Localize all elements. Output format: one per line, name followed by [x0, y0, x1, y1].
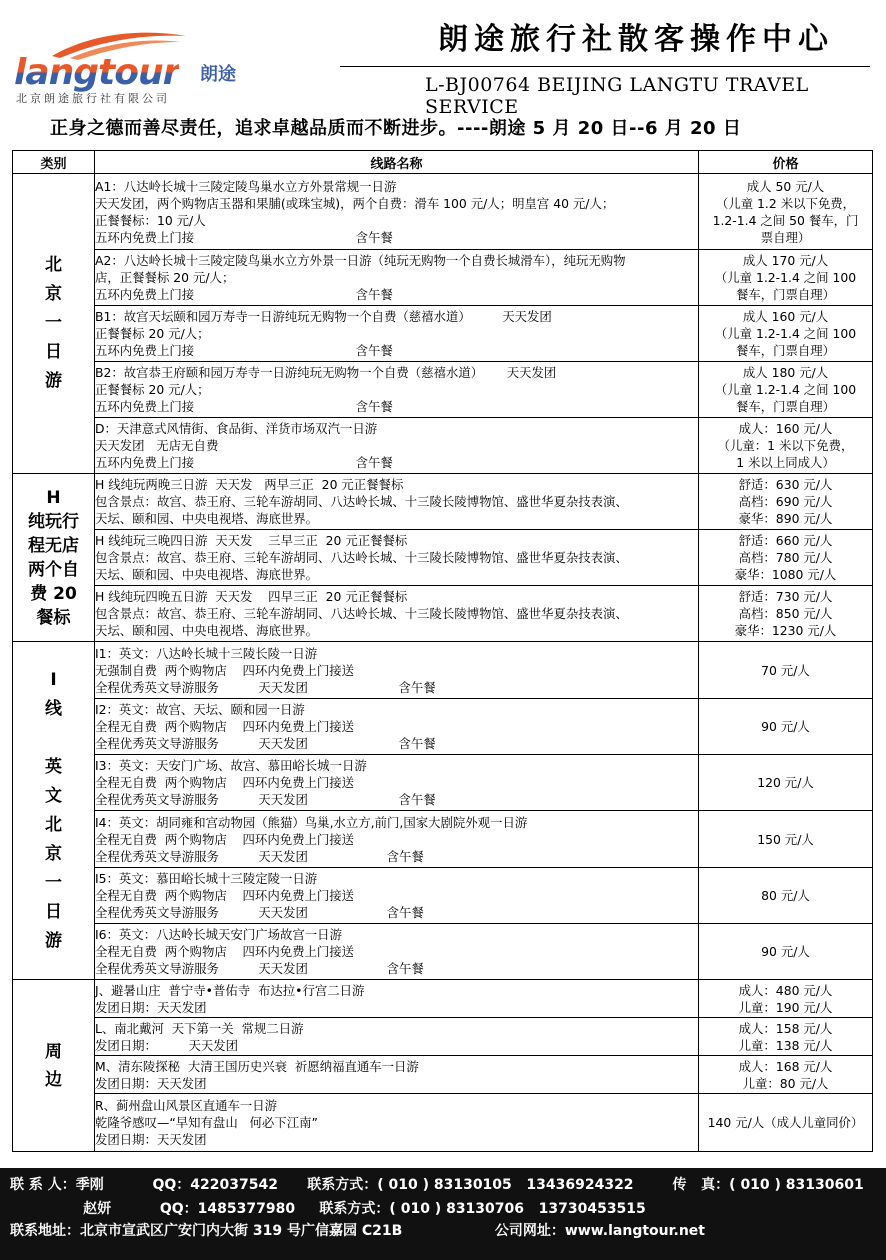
table-row: [13, 755, 873, 811]
price-cell: 成人：160 元/人 （儿童：1 米以下免费， 1 米以上同成人）: [699, 418, 873, 474]
table-row: [13, 362, 873, 418]
logo-wordmark: langtour: [14, 52, 180, 93]
table-row: [13, 811, 873, 868]
logo-cn-name: 朗途: [200, 64, 236, 85]
route-cell: L、南北戴河 天下第一关 常规二日游 发团日期： 天天发团: [95, 1018, 699, 1056]
slogan: 正身之德而善尽责任，追求卓越品质而不断进步。----朗途 5 月 20 日--6 月 20 日: [50, 118, 742, 139]
contact-footer: [0, 1168, 886, 1260]
price-cell: 成人 180 元/人 （儿童 1.2-1.4 之间 100 餐车，门票自理）: [699, 362, 873, 418]
column-header-route: 线路名称: [95, 151, 699, 174]
title-divider: [340, 66, 870, 67]
route-table: [12, 150, 873, 1152]
page-header: [0, 0, 886, 150]
route-cell: I6：英文：八达岭长城天安门广场故宫一日游 全程无自费 两个购物店 四环内免费上门接送 全程优秀英文导游服务 天天发团 含午餐: [95, 924, 699, 980]
license-title: L-BJ00764 BEIJING LANGTU TRAVEL SERVICE: [425, 74, 809, 118]
price-cell: 成人：480 元/人 儿童：190 元/人: [699, 980, 873, 1018]
price-cell: 舒适：630 元/人 高档：690 元/人 豪华：890 元/人: [699, 474, 873, 530]
route-cell: I5：英文：慕田峪长城十三陵定陵一日游 全程无自费 两个购物店 四环内免费上门接送 全程优秀英文导游服务 天天发团 含午餐: [95, 868, 699, 924]
price-cell: 70 元/人: [699, 642, 873, 699]
table-row: [13, 642, 873, 699]
route-cell: B2：故宫恭王府颐和园万寿寺一日游纯玩无购物一个自费（慈禧水道） 天天发团 正餐餐标 20 元/人； 五环内免费上门接 含午餐: [95, 362, 699, 418]
page-title: 朗途旅行社散客操作中心: [438, 22, 834, 57]
category-beijing-day-tour: 北 京 一 日 游: [13, 174, 95, 474]
table-row: [13, 1056, 873, 1094]
price-cell: 成人 170 元/人 （儿童 1.2-1.4 之间 100 餐车，门票自理）: [699, 250, 873, 306]
column-header-price: 价格: [699, 151, 873, 174]
contact-line-1: 联 系 人：季刚 QQ：422037542 联系方式：( 010 ) 83130105 13436924322 传 真：( 010 ) 83130601: [10, 1177, 864, 1193]
price-cell: 成人：168 元/人 儿童：80 元/人: [699, 1056, 873, 1094]
category-nearby: 周 边: [13, 980, 95, 1152]
route-cell: J、避暑山庄 普宁寺•普佑寺 布达拉•行宫二日游 发团日期：天天发团: [95, 980, 699, 1018]
route-cell: I3：英文：天安门广场、故宫、慕田峪长城一日游 全程无自费 两个购物店 四环内免费上门接送 全程优秀英文导游服务 天天发团 含午餐: [95, 755, 699, 811]
company-name: 北京朗途旅行社有限公司: [16, 92, 170, 105]
price-cell: 舒适：660 元/人 高档：780 元/人 豪华：1080 元/人: [699, 530, 873, 586]
table-row: [13, 924, 873, 980]
route-cell: R、蓟州盘山风景区直通车一日游 乾隆爷感叹—“早知有盘山 何必下江南” 发团日期：天天发团: [95, 1094, 699, 1152]
table-row: [13, 530, 873, 586]
price-cell: 90 元/人: [699, 699, 873, 755]
route-cell: D：天津意式风情街、食品街、洋货市场双汽一日游 天天发团 无店无自费 五环内免费上门接 含午餐: [95, 418, 699, 474]
route-cell: H 线纯玩三晚四日游 天天发 三早三正 20 元正餐餐标 包含景点：故宫、恭王府、三轮车游胡同、八达岭长城、十三陵长陵博物馆、盛世华夏杂技表演、 天坛、颐和园、中央电视塔、海底世界。: [95, 530, 699, 586]
category-h-line: H 纯玩行 程无店 两个自 费 20 餐标: [13, 474, 95, 642]
table-row: [13, 699, 873, 755]
route-cell: I4：英文：胡同雍和宫动物园（熊猫）鸟巢,水立方,前门,国家大剧院外观一日游 全程无自费 两个购物店 四环内免费上门接送 全程优秀英文导游服务 天天发团 含午餐: [95, 811, 699, 868]
table-row: [13, 1094, 873, 1152]
route-cell: M、清东陵探秘 大清王国历史兴衰 祈愿纳福直通车一日游 发团日期：天天发团: [95, 1056, 699, 1094]
table-header-row: [13, 151, 873, 174]
table-row: [13, 174, 873, 250]
route-cell: A1：八达岭长城十三陵定陵鸟巢水立方外景常规一日游 天天发团，两个购物店玉器和果脯(或珠宝城)，两个自费：滑车 100 元/人；明皇宫 40 元/人； 正餐餐标：10 元/人 五环内免费上门接 含午餐: [95, 174, 699, 250]
price-cell: 140 元/人（成人儿童同价）: [699, 1094, 873, 1152]
table-row: [13, 980, 873, 1018]
price-cell: 150 元/人: [699, 811, 873, 868]
price-cell: 舒适：730 元/人 高档：850 元/人 豪华：1230 元/人: [699, 586, 873, 642]
table-row: [13, 306, 873, 362]
table-row: [13, 868, 873, 924]
price-cell: 90 元/人: [699, 924, 873, 980]
table-row: [13, 250, 873, 306]
column-header-category: 类别: [13, 151, 95, 174]
price-cell: 成人 50 元/人 （儿童 1.2 米以下免费， 1.2-1.4 之间 50 餐车，门 票自理）: [699, 174, 873, 250]
price-cell: 120 元/人: [699, 755, 873, 811]
route-cell: B1：故宫天坛颐和园万寿寺一日游纯玩无购物一个自费（慈禧水道） 天天发团 正餐餐标 20 元/人； 五环内免费上门接 含午餐: [95, 306, 699, 362]
route-cell: A2：八达岭长城十三陵定陵鸟巢水立方外景一日游（纯玩无购物一个自费长城滑车），纯玩无购物 店，正餐餐标 20 元/人； 五环内免费上门接 含午餐: [95, 250, 699, 306]
table-row: [13, 1018, 873, 1056]
table-row: [13, 586, 873, 642]
table-row: [13, 474, 873, 530]
contact-line-2: 赵妍 QQ：1485377980 联系方式：( 010 ) 83130706 13730453515: [10, 1201, 646, 1217]
route-cell: H 线纯玩四晚五日游 天天发 四早三正 20 元正餐餐标 包含景点：故宫、恭王府、三轮车游胡同、八达岭长城、十三陵长陵博物馆、盛世华夏杂技表演、 天坛、颐和园、中央电视塔、海底世界。: [95, 586, 699, 642]
address-line: 联系地址：北京市宣武区广安门内大街 319 号广信嘉园 C21B 公司网址：www.langtour.net: [10, 1223, 705, 1239]
price-cell: 成人：158 元/人 儿童：138 元/人: [699, 1018, 873, 1056]
route-cell: H 线纯玩两晚三日游 天天发 两早三正 20 元正餐餐标 包含景点：故宫、恭王府、三轮车游胡同、八达岭长城、十三陵长陵博物馆、盛世华夏杂技表演、 天坛、颐和园、中央电视塔、海底世界。: [95, 474, 699, 530]
table-row: [13, 418, 873, 474]
langtour-logo[interactable]: [14, 30, 264, 105]
category-i-line-english: I 线 英 文 北 京 一 日 游: [13, 642, 95, 980]
route-cell: I2：英文：故宫、天坛、颐和园一日游 全程无自费 两个购物店 四环内免费上门接送 全程优秀英文导游服务 天天发团 含午餐: [95, 699, 699, 755]
price-cell: 成人 160 元/人 （儿童 1.2-1.4 之间 100 餐车，门票自理）: [699, 306, 873, 362]
price-cell: 80 元/人: [699, 868, 873, 924]
route-cell: I1：英文：八达岭长城十三陵长陵一日游 无强制自费 两个购物店 四环内免费上门接送 全程优秀英文导游服务 天天发团 含午餐: [95, 642, 699, 699]
